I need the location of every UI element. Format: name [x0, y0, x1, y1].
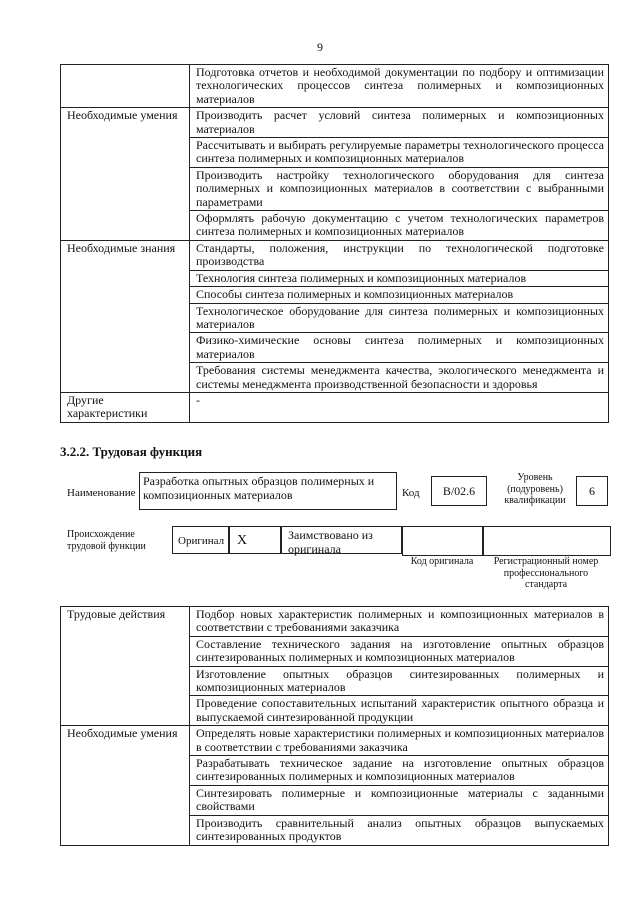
row-label: Необходимые знания [61, 240, 190, 392]
table-cell: Технологическое оборудование для синтеза полимерных и композиционных материалов [190, 303, 609, 333]
table-cell: Технология синтеза полимерных и композиционных материалов [190, 270, 609, 286]
origin-label: Происхождение трудовой функции [67, 529, 146, 552]
row-label: Необходимые умения [61, 726, 190, 845]
section-title: 3.2.2. Трудовая функция [60, 444, 203, 459]
borrowed-cell: Заимствовано из оригинала [281, 526, 402, 554]
table-cell: Стандарты, положения, инструкции по технологической подготовке производства [190, 240, 609, 270]
table-cell: Физико-химические основы синтеза полимерных и композиционных материалов [190, 333, 609, 363]
table-cell: Производить расчет условий синтеза полимерных и композиционных материалов [190, 108, 609, 138]
table-cell: Синтезировать полимерные и композиционные материалы с заданными свойствами [190, 785, 609, 815]
table-cell: Изготовление опытных образцов синтезированных полимерных и композиционных материалов [190, 666, 609, 696]
table-row [61, 726, 609, 756]
competency-table-1 [60, 64, 609, 423]
level-label: Уровень (подуровень) квалификации [504, 472, 566, 506]
name-label: Наименование [67, 487, 136, 499]
function-code-box: B/02.6 [431, 476, 487, 506]
table-cell: Производить настройку технологического оборудования для синтеза полимерных и композиционных материалов в соответствии с выбранными параметрами [190, 167, 609, 210]
table-cell: Оформлять рабочую документацию с учетом технологических параметров синтеза полимерных и композиционных материалов [190, 211, 609, 241]
table-cell: Составление технического задания на изготовление опытных образцов синтезированных полимерных и композиционных материалов [190, 636, 609, 666]
table-row [61, 65, 609, 108]
table-cell: Требования системы менеджмента качества, экологического менеджмента и системы менеджмента производственной безопасности и здоровья [190, 363, 609, 393]
competency-table-2 [60, 606, 609, 846]
table-cell: Подбор новых характеристик полимерных и композиционных материалов в соответствии с требованиями заказчика [190, 607, 609, 637]
table-row [61, 392, 609, 422]
row-label [61, 65, 190, 108]
table-row [61, 240, 609, 270]
table-row [61, 607, 609, 637]
row-label: Другие характеристики [61, 392, 190, 422]
registration-caption: Регистрационный номер профессионального стандарта [493, 556, 599, 590]
table-cell: Разрабатывать техническое задание на изготовление опытных образцов синтезированных полимерных и композиционных материалов [190, 756, 609, 786]
table-cell: Определять новые характеристики полимерных и композиционных материалов в соответствии с требованиями заказчика [190, 726, 609, 756]
table-cell: Производить сравнительный анализ опытных образцов выпускаемых синтезированных продуктов [190, 815, 609, 845]
original-cell: Оригинал [172, 526, 229, 554]
page-number: 9 [317, 40, 323, 54]
table-cell: Способы синтеза полимерных и композиционных материалов [190, 287, 609, 303]
table-cell: Подготовка отчетов и необходимой документации по подбору и оптимизации технологических процессов синтеза полимерных и композиционных материалов [190, 65, 609, 108]
original-mark-cell: X [229, 526, 281, 554]
code-caption: Код оригинала [410, 556, 474, 567]
table-cell: Проведение сопоставительных испытаний характеристик опытного образца и выпускаемой синтезированной продукции [190, 696, 609, 726]
table-row [61, 108, 609, 138]
table-cell: - [190, 392, 609, 422]
original-code-cell [402, 526, 484, 556]
row-label: Необходимые умения [61, 108, 190, 241]
level-value-box: 6 [576, 476, 608, 506]
table-cell: Рассчитывать и выбирать регулируемые параметры технологического процесса синтеза полимерных и композиционных материалов [190, 138, 609, 168]
function-name-box: Разработка опытных образцов полимерных и композиционных материалов [139, 472, 397, 510]
registration-number-cell [482, 526, 611, 556]
code-label: Код [402, 487, 420, 499]
row-label: Трудовые действия [61, 607, 190, 726]
